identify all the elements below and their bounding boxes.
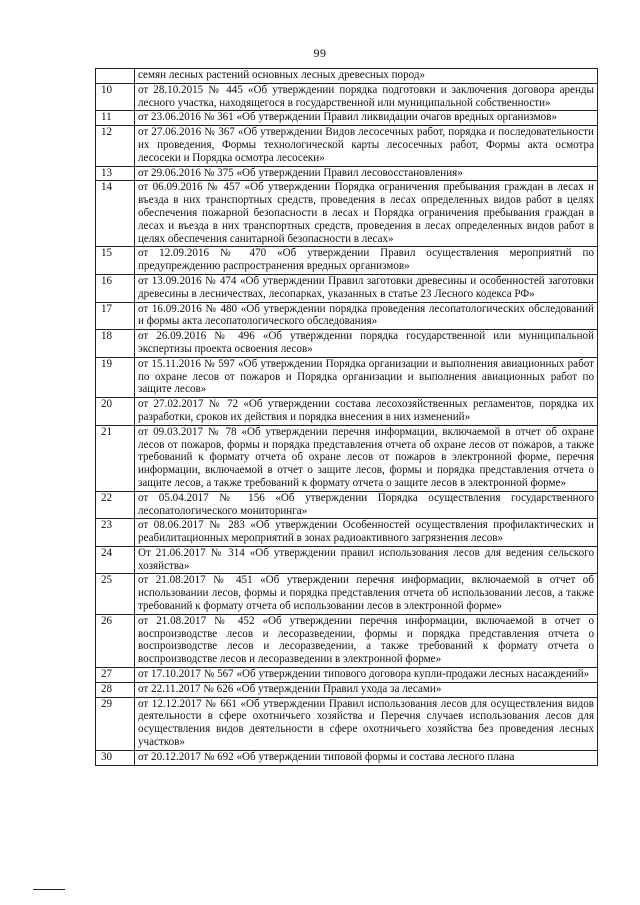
table-row	[96, 126, 598, 166]
row-text: от 23.06.2016 № 361 «Об утверждении Правил ликвидации очагов вредных организмов»	[135, 111, 598, 126]
table-row	[96, 247, 598, 275]
footnote-separator	[33, 889, 65, 890]
table-row	[96, 491, 598, 519]
row-number: 18	[96, 330, 135, 358]
row-text: от 21.08.2017 № 451 «Об утверждении перечня информации, включаемой в отчет об использовании лесов, формы и порядка представления отчета об использовании лесов, а также требований к формату отчета об использовании лесов в электронной форме»	[135, 574, 598, 614]
table-row	[96, 519, 598, 547]
row-text: от 08.06.2017 № 283 «Об утверждении Особенностей осуществления профилактических и реабилитационных мероприятий в зонах радиоактивного загрязнения лесов»	[135, 519, 598, 547]
row-number: 23	[96, 519, 135, 547]
table-row	[96, 69, 598, 84]
row-number: 21	[96, 425, 135, 491]
regulations-table	[95, 68, 598, 766]
row-number: 20	[96, 398, 135, 426]
row-number: 28	[96, 682, 135, 697]
row-text: от 29.06.2016 № 375 «Об утверждении Правил лесовосстановления»	[135, 166, 598, 181]
table-row	[96, 750, 598, 765]
row-number: 27	[96, 668, 135, 683]
table-row	[96, 682, 598, 697]
row-number: 15	[96, 247, 135, 275]
regulations-table-body	[96, 69, 598, 766]
row-number: 16	[96, 274, 135, 302]
row-number: 19	[96, 357, 135, 397]
row-text: от 09.03.2017 № 78 «Об утверждении перечня информации, включаемой в отчет об охране лесов от пожаров, формы и порядка представления отчета об охране лесов от пожаров, а также требований к формату отчета об охране лесов от пожаров в электронной форме, перечня информации, включаемой в отчет о защите лесов, формы и порядка представления отчета о защите лесов, а также требований к формату отчета о защите лесов в электронной форме»	[135, 425, 598, 491]
table-row	[96, 398, 598, 426]
row-number: 17	[96, 302, 135, 330]
table-row	[96, 181, 598, 247]
row-text: от 13.09.2016 № 474 «Об утверждении Правил заготовки древесины и особенностей заготовки древесины в лесничествах, лесопарках, указанных в статье 23 Лесного кодекса РФ»	[135, 274, 598, 302]
row-text: от 20.12.2017 № 692 «Об утверждении типовой формы и состава лесного плана	[135, 750, 598, 765]
row-text: от 16.09.2016 № 480 «Об утверждении порядка проведения лесопатологических обследований и формы акта лесопатологического обследования»	[135, 302, 598, 330]
table-row	[96, 111, 598, 126]
table-row	[96, 357, 598, 397]
row-text: от 28.10.2015 № 445 «Об утверждении порядка подготовки и заключения договора аренды лесного участка, находящегося в государственной или муниципальной собственности»	[135, 83, 598, 111]
table-row	[96, 302, 598, 330]
table-row	[96, 697, 598, 750]
row-number: 24	[96, 546, 135, 574]
row-number: 22	[96, 491, 135, 519]
row-number: 13	[96, 166, 135, 181]
row-text: от 12.09.2016 № 470 «Об утверждении Правил осуществления мероприятий по предупреждению распространения вредных организмов»	[135, 247, 598, 275]
row-text: от 27.06.2016 № 367 «Об утверждении Видов лесосечных работ, порядка и последовательности их проведения, Формы технологической карты лесосечных работ, Формы акта осмотра лесосеки и Порядка осмотра лесосеки»	[135, 126, 598, 166]
row-text: от 21.08.2017 № 452 «Об утверждении перечня информации, включаемой в отчет о воспроизводстве лесов и лесоразведении, формы и порядка представления отчета о воспроизводстве лесов и лесоразведении, а также требований к формату отчета о воспроизводстве лесов и лесоразведении в электронной форме»	[135, 614, 598, 667]
row-number	[96, 69, 135, 84]
table-row	[96, 83, 598, 111]
table-row	[96, 668, 598, 683]
row-number: 26	[96, 614, 135, 667]
row-text: От 21.06.2017 № 314 «Об утверждении правил использования лесов для ведения сельского хозяйства»	[135, 546, 598, 574]
row-number: 14	[96, 181, 135, 247]
table-row	[96, 330, 598, 358]
row-text: от 22.11.2017 № 626 «Об утверждении Правил ухода за лесами»	[135, 682, 598, 697]
row-number: 11	[96, 111, 135, 126]
row-text: от 05.04.2017 № 156 «Об утверждении Порядка осуществления государственного лесопатологического мониторинга»	[135, 491, 598, 519]
row-text: от 27.02.2017 № 72 «Об утверждении состава лесохозяйственных регламентов, порядка их разработки, сроков их действия и порядка внесения в них изменений»	[135, 398, 598, 426]
table-row	[96, 614, 598, 667]
row-text: от 26.09.2016 № 496 «Об утверждении порядка государственной или муниципальной экспертизы проекта освоения лесов»	[135, 330, 598, 358]
page-number: 99	[313, 46, 327, 60]
row-text: от 12.12.2017 № 661 «Об утверждении Правил использования лесов для осуществления видов деятельности в сфере охотничьего хозяйства и Перечня случаев использования лесов для осуществления видов деятельности в сфере охотничьего хозяйства без проведения лесных участков»	[135, 697, 598, 750]
row-number: 30	[96, 750, 135, 765]
table-row	[96, 274, 598, 302]
row-text: от 06.09.2016 № 457 «Об утверждении Порядка ограничения пребывания граждан в лесах и въезда в них транспортных средств, проведения в лесах определенных видов работ в целях обеспечения пожарной безопасности в лесах и Порядка ограничения пребывания граждан в лесах и въезда в них транспортных средств, проведения в лесах определенных видов работ в целях обеспечения санитарной безопасности в лесах»	[135, 181, 598, 247]
row-number: 29	[96, 697, 135, 750]
row-number: 10	[96, 83, 135, 111]
table-row	[96, 574, 598, 614]
row-text: от 17.10.2017 № 567 «Об утверждении типового договора купли-продажи лесных насаждений»	[135, 668, 598, 683]
table-row	[96, 425, 598, 491]
table-row	[96, 166, 598, 181]
row-number: 25	[96, 574, 135, 614]
row-text: семян лесных растений основных лесных древесных пород»	[135, 69, 598, 84]
row-number: 12	[96, 126, 135, 166]
row-text: от 15.11.2016 № 597 «Об утверждении Порядка организации и выполнения авиационных работ по охране лесов от пожаров и Порядка организации и выполнения авиационных работ по защите лесов»	[135, 357, 598, 397]
table-row	[96, 546, 598, 574]
